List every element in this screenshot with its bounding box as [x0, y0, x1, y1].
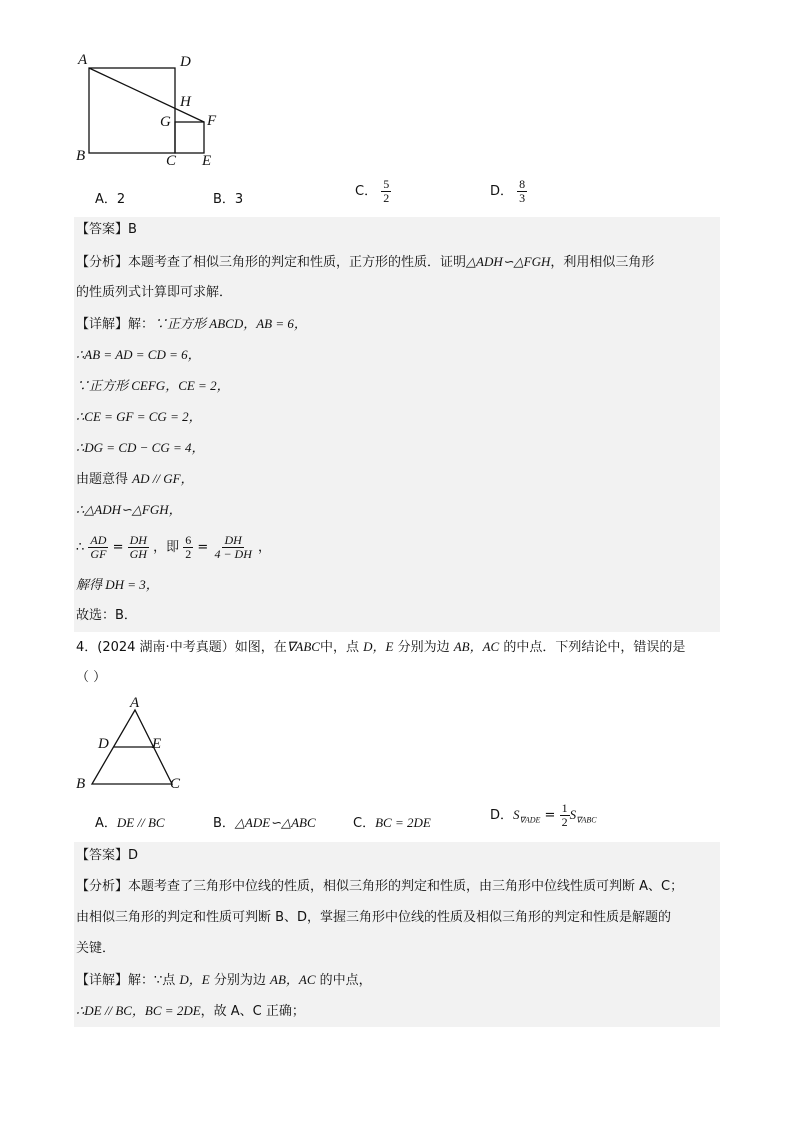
- q4-analysis-line1: 【分析】本题考查了三角形中位线的性质，相似三角形的判定和性质，由三角形中位线性质可判断 A、C；: [76, 879, 684, 894]
- q3-detail-line3: ∵正方形 CEFG，CE = 2，: [76, 378, 230, 393]
- label-H: H: [180, 94, 191, 110]
- option-d: D． $\frac{8}{3}$: [490, 177, 526, 205]
- q3-detail-line8: ∴ $\frac{AD}{GF}$ = $\frac{DH}{GH}$ ，即 $\frac{6}{2}$ = $\frac{DH}{4 - DH}$ ，: [76, 533, 272, 561]
- q4-analysis-line2: 由相似三角形的判定和性质可判断 B、D，掌握三角形中位线的性质及相似三角形的判定和性质是解题的: [76, 910, 672, 925]
- q3-detail-line1: 【详解】解：∵正方形 ABCD，AB = 6，: [76, 316, 307, 332]
- q3-analysis-line2: 的性质列式计算即可求解．: [76, 285, 233, 300]
- fraction-6-2: $\frac{6}{2}$: [185, 533, 192, 561]
- q3-detail-line6: 由题意得 AD // GF，: [76, 471, 194, 487]
- label-D: D: [180, 54, 191, 70]
- tri-label-E: E: [152, 736, 162, 752]
- q4-answer: 【答案】D: [76, 848, 139, 863]
- q4-option-c: C．BC = 2DE: [353, 815, 431, 831]
- label-B: B: [76, 148, 86, 164]
- label-A: A: [78, 52, 88, 68]
- option-b: B．3: [213, 192, 244, 207]
- q4-detail-line1: 【详解】解：∵点 D，E 分别为边 AB，AC 的中点，: [76, 972, 372, 988]
- q4-stem-line2: （ ）: [76, 670, 107, 685]
- q3-detail-line10: 故选：B．: [76, 608, 137, 623]
- q3-answer: 【答案】B: [76, 222, 137, 237]
- tri-label-B: B: [76, 776, 86, 792]
- tri-label-C: C: [170, 776, 181, 792]
- q4-option-a: A．DE // BC: [95, 815, 165, 831]
- fraction-ad-gf: $\frac{AD}{GF}$: [90, 533, 107, 561]
- q4-option-b: B．△ADE∽△ABC: [213, 815, 316, 831]
- label-E: E: [202, 153, 212, 169]
- q3-detail-line4: ∴CE = GF = CG = 2，: [76, 409, 202, 424]
- label-F: F: [207, 113, 217, 129]
- option-d-fraction: $\frac{8}{3}$: [519, 177, 526, 205]
- q4-option-d-fraction: $\frac{1}{2}$: [561, 801, 568, 829]
- q3-detail-line9: 解得 DH = 3，: [76, 577, 159, 592]
- option-c-fraction: $\frac{5}{2}$: [383, 177, 390, 205]
- tri-label-D: D: [98, 736, 109, 752]
- q3-detail-line7: ∴△ADH∽△FGH，: [76, 502, 182, 517]
- fraction-dh-4-dh: $\frac{DH}{4 - DH}$: [214, 533, 252, 561]
- fraction-dh-gh: $\frac{DH}{GH}$: [129, 533, 147, 561]
- q3-detail-line5: ∴DG = CD − CG = 4，: [76, 440, 205, 455]
- tri-label-A: A: [130, 695, 140, 711]
- square-figure: [70, 50, 230, 170]
- q3-detail-line2: ∴AB = AD = CD = 6，: [76, 347, 201, 362]
- q3-analysis-line1: 【分析】本题考查了相似三角形的判定和性质，正方形的性质．证明△ADH∽△FGH，利用相似三角形: [76, 254, 655, 270]
- q4-detail-line2: ∴DE // BC，BC = 2DE，故 A、C 正确；: [76, 1003, 305, 1019]
- q4-stem-line1: 4．(2024 湖南·中考真题）如图，在∇ABC中，点 D，E 分别为边 AB，AC 的中点．下列结论中，错误的是: [76, 639, 686, 655]
- label-C: C: [166, 153, 177, 169]
- q4-option-d: D．$S_{\nabla ADE}$ = $\frac{1}{2}$ $S_{\nabla ABC}$: [490, 801, 597, 829]
- label-G: G: [160, 114, 171, 130]
- option-c: C． $\frac{5}{2}$: [355, 177, 390, 205]
- q4-analysis-line3: 关键．: [76, 941, 116, 956]
- option-a: A．2: [95, 192, 126, 207]
